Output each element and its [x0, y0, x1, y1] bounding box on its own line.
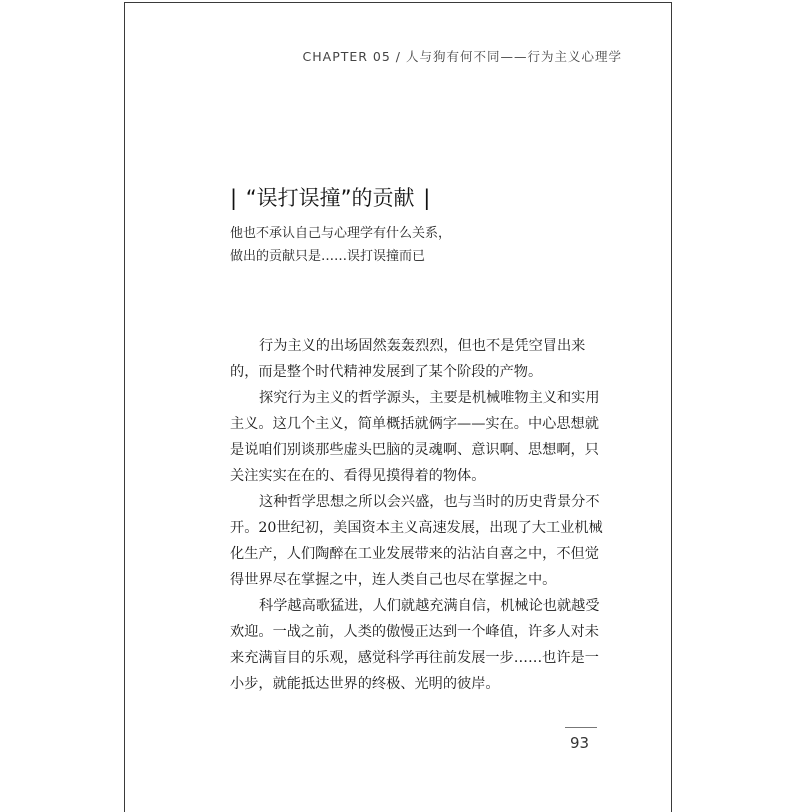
title-bar-left: |: [230, 186, 238, 210]
page-number: 93: [570, 734, 590, 752]
epigraph-line: 做出的贡献只是……误打误撞而已: [230, 249, 426, 264]
section-title-text: “误打误撞”的贡献: [245, 186, 415, 210]
epigraph: [230, 222, 550, 268]
body-text: [230, 333, 610, 697]
paragraph: 这种哲学思想之所以会兴盛，也与当时的历史背景分不开。20世纪初，美国资本主义高速发展，出现了大工业机械化生产，人们陶醉在工业发展带来的沾沾自喜之中，不但觉得世界尽在掌握之中，连人类自己也尽在掌握之中。: [230, 494, 603, 588]
paragraph: 行为主义的出场固然轰轰烈烈，但也不是凭空冒出来的，而是整个时代精神发展到了某个阶段的产物。: [230, 338, 586, 380]
title-bar-right: |: [423, 186, 431, 210]
paragraph: 科学越高歌猛进，人们就越充满自信，机械论也就越受欢迎。一战之前，人类的傲慢正达到一个峰值，许多人对未来充满盲目的乐观，感觉科学再往前发展一步……也许是一小步，就能抵达世界的终极、光明的彼岸。: [230, 598, 600, 692]
page-number-rule: [565, 727, 597, 728]
paragraph: 探究行为主义的哲学源头，主要是机械唯物主义和实用主义。这几个主义，简单概括就俩字——实在。中心思想就是说咱们别谈那些虚头巴脑的灵魂啊、意识啊、思想啊，只关注实实在在的、看得见摸得着的物体。: [230, 390, 600, 484]
section-title: [228, 182, 432, 212]
epigraph-line: 他也不承认自己与心理学有什么关系，: [230, 226, 452, 241]
running-header: CHAPTER 05 / 人与狗有何不同——行为主义心理学: [302, 49, 622, 64]
